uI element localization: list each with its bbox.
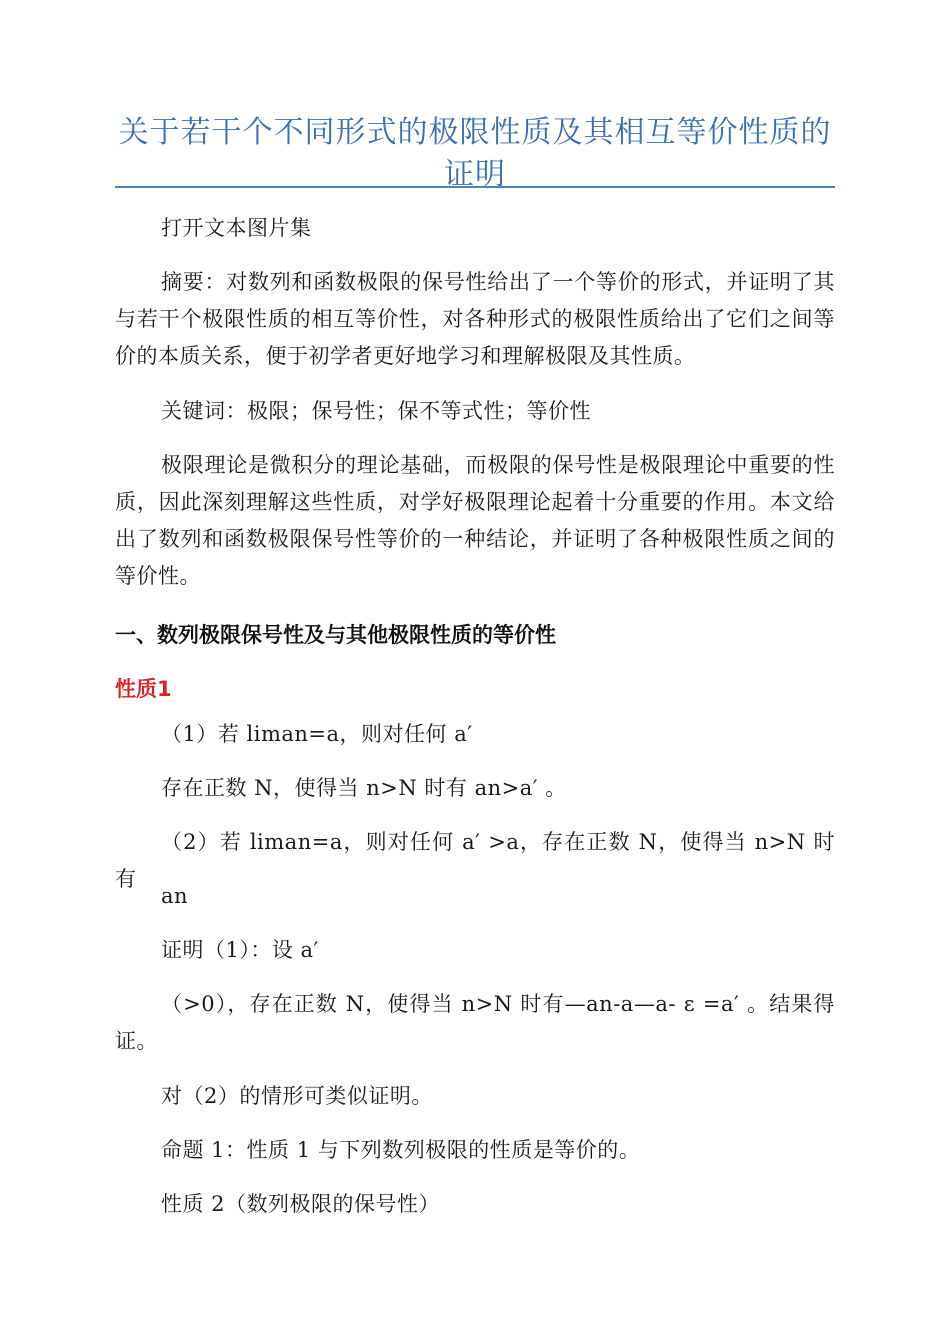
proof-1: 证明（1）：设 a′ xyxy=(161,938,319,962)
abstract-paragraph: 摘要：对数列和函数极限的保号性给出了一个等价的形式，并证明了其与若干个极限性质的相互等价性，对各种形式的极限性质给出了它们之间等价的本质关系，便于初学者更好地学习和理解极限及其性质。 xyxy=(115,270,835,368)
property-1-item-2-continued: an xyxy=(161,884,189,908)
open-gallery-link[interactable]: 打开文本图片集 xyxy=(161,216,312,240)
property-1-item-1: （1）若 liman=a，则对任何 a′ xyxy=(161,722,473,746)
proposition-1: 命题 1：性质 1 与下列数列极限的性质是等价的。 xyxy=(161,1138,641,1162)
title-divider xyxy=(115,186,835,188)
page-title: 关于若干个不同形式的极限性质及其相互等价性质的证明 xyxy=(118,115,832,192)
intro-paragraph: 极限理论是微积分的理论基础，而极限的保号性是极限理论中重要的性质，因此深刻理解这些性质，对学好极限理论起着十分重要的作用。本文给出了数列和函数极限保号性等价的一种结论，并证明了各种极限性质之间的等价性。 xyxy=(115,453,835,588)
keywords-paragraph: 关键词：极限；保号性；保不等式性；等价性 xyxy=(161,399,591,423)
proof-2: 对（2）的情形可类似证明。 xyxy=(161,1084,433,1108)
proof-1-continued: （>0），存在正数 N，使得当 n>N 时有—an-a—a- ε =a′ 。结果得证。 xyxy=(115,992,835,1053)
property-1-label: 性质1 xyxy=(115,677,172,701)
property-1-item-2: （2）若 liman=a，则对任何 a′ >a，存在正数 N，使得当 n>N 时有 xyxy=(115,830,835,891)
property-1-item-1-continued: 存在正数 N，使得当 n>N 时有 an>a′ 。 xyxy=(161,776,567,800)
section-heading-1: 一、数列极限保号性及与其他极限性质的等价性 xyxy=(115,623,556,647)
property-2-label: 性质 2（数列极限的保号性） xyxy=(161,1192,441,1216)
